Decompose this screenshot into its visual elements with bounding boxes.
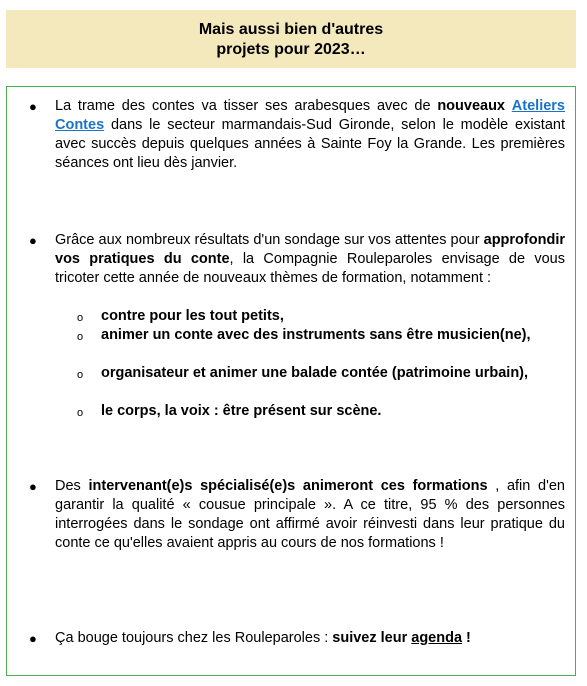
circle-bullet-icon: o [77,407,84,419]
ateliers-contes-link[interactable]: Ateliers Contes [55,98,565,133]
paragraph-ateliers: La trame des contes va tisser ses arabesques avec de nouveaux Ateliers Contes dans le secteur marmandais-Sud Gironde, selon le modèle existant avec succès depuis quelques années à Sainte Foy la Grande. Les premières séances ont lieu dès janvier. [55,98,565,171]
paragraph-agenda: Ça bouge toujours chez les Rouleparoles : suivez leur agenda ! [55,630,471,646]
bullet-icon: ● [29,233,37,248]
header-title-line2: projets pour 2023… [216,41,366,58]
sub-item-1: contre pour les tout petits, [101,308,284,324]
bullet-icon: ● [29,479,37,494]
circle-bullet-icon: o [77,369,84,381]
agenda-link[interactable]: agenda [411,630,463,646]
circle-bullet-icon: o [77,312,84,324]
sub-item-2: animer un conte avec des instruments sans être musicien(ne), [101,327,531,343]
sub-item-4: le corps, la voix : être présent sur scène. [101,403,382,419]
header-title-line1: Mais aussi bien d'autres [198,21,384,38]
header-banner [6,10,576,68]
bullet-icon: ● [29,99,37,114]
paragraph-sondage: Grâce aux nombreux résultats d'un sondage sur vos attentes pour approfondir vos pratiques du conte, la Compagnie Rouleparoles envisage de vous tricoter cette année de nouveaux thèmes de formation, notamment : [55,232,565,286]
content-box [6,86,576,676]
paragraph-intervenants: Des intervenant(e)s spécialisé(e)s animeront ces formations , afin d'en garantir la qualité « cousue principale ». A ce titre, 95 % des personnes interrogées dans le sondage ont affirmé avoir réinvesti dans leur pratique du conte ce qu'elles avaient appris au cours de nos formations ! [55,478,565,551]
sub-item-3: organisateur et animer une balade contée (patrimoine urbain), [101,365,529,381]
bullet-icon: ● [29,631,37,646]
circle-bullet-icon: o [77,331,84,343]
